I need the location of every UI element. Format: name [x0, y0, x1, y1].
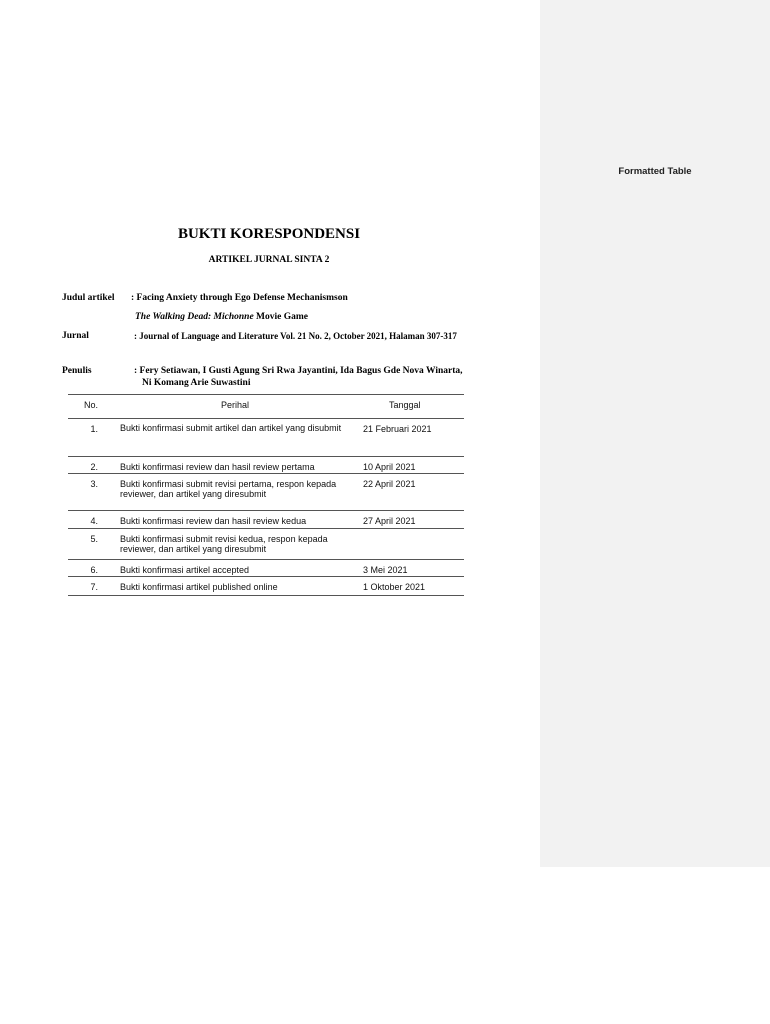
judul-value-line1: : Facing Anxiety through Ego Defense Mechanismson	[131, 293, 348, 303]
row-perihal: Bukti konfirmasi review dan hasil review kedua	[120, 516, 307, 526]
row-perihal: Bukti konfirmasi submit revisi kedua, respon kepada reviewer, dan artikel yang diresubmit	[120, 534, 328, 554]
row-tanggal: 21 Februari 2021	[363, 424, 432, 434]
jurnal-label: Jurnal	[62, 331, 89, 341]
row-no: 3.	[90, 479, 98, 489]
header-tanggal: Tanggal	[389, 400, 421, 410]
row-no: 5.	[90, 534, 98, 544]
row-tanggal: 3 Mei 2021	[363, 565, 408, 575]
jurnal-value: : Journal of Language and Literature Vol. 21 No. 2, October 2021, Halaman 307-317	[134, 331, 457, 341]
row-perihal: Bukti konfirmasi artikel published online	[120, 582, 278, 592]
row-perihal: Bukti konfirmasi review dan hasil review pertama	[120, 462, 315, 472]
penulis-value-line2: Ni Komang Arie Suwastini	[142, 378, 251, 388]
header-no: No.	[84, 400, 99, 410]
table-row	[68, 474, 464, 511]
judul-rest: Movie Game	[253, 312, 309, 322]
table-row	[68, 560, 464, 577]
row-perihal: Bukti konfirmasi submit artikel dan artikel yang disubmit	[120, 423, 342, 433]
judul-label: Judul artikel	[62, 293, 115, 303]
comment-pane-title: Formatted Table	[618, 166, 692, 177]
header-perihal: Perihal	[221, 400, 250, 410]
judul-value-line2	[135, 312, 308, 322]
row-tanggal: 10 April 2021	[363, 462, 416, 472]
row-perihal: Bukti konfirmasi artikel accepted	[120, 565, 250, 575]
penulis-label: Penulis	[62, 366, 92, 376]
table-header	[68, 394, 464, 419]
row-perihal: Bukti konfirmasi submit revisi pertama, respon kepada reviewer, dan artikel yang diresubmit	[120, 479, 337, 499]
table-row	[68, 511, 464, 529]
row-no: 1.	[90, 424, 98, 434]
table-row	[68, 577, 464, 596]
row-tanggal: 27 April 2021	[363, 516, 416, 526]
correspondence-table	[68, 394, 464, 596]
comment-pane	[540, 0, 770, 867]
row-no: 2.	[90, 462, 98, 472]
table-row	[68, 419, 464, 457]
row-no: 7.	[90, 582, 98, 592]
table-row	[68, 529, 464, 560]
table-row	[68, 457, 464, 474]
row-tanggal: 22 April 2021	[363, 479, 416, 489]
judul-italic-title: The Walking Dead: Michonne	[135, 312, 254, 322]
row-tanggal: 1 Oktober 2021	[363, 582, 426, 592]
row-no: 6.	[90, 565, 98, 575]
row-no: 4.	[90, 516, 98, 526]
document-title: BUKTI KORESPONDENSI	[177, 226, 361, 242]
penulis-value-line1: : Fery Setiawan, I Gusti Agung Sri Rwa Jayantini, Ida Bagus Gde Nova Winarta,	[134, 366, 463, 376]
document-subtitle: ARTIKEL JURNAL SINTA 2	[208, 255, 330, 265]
